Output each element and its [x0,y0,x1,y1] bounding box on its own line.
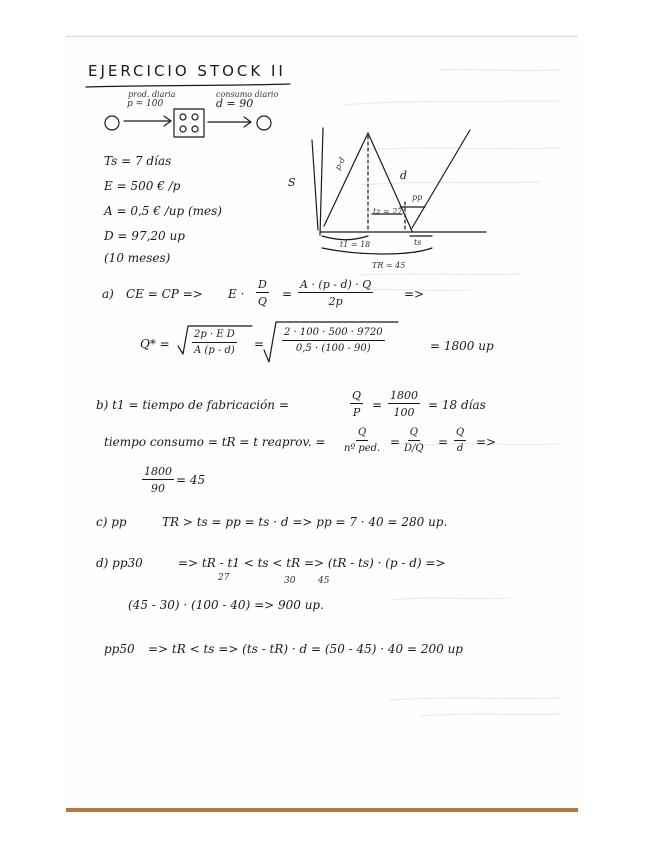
part-b-consumption-line: tiempo consumo = tR = t reaprov. = [104,435,326,449]
frac-denominator: P [352,406,361,419]
q-star-label: Q* = [140,337,170,351]
frac-denominator: d [456,443,464,454]
part-b-frac-q-p [350,390,363,418]
graph-t1-label: t1 = 18 [340,240,371,249]
part-a-arrow: => [404,287,425,301]
frac-numerator: 1800 [144,465,172,478]
frac-denominator: Q [257,295,267,308]
part-d-sub-30: 30 [284,576,296,586]
graph-p-minus-d: p-d [333,155,347,172]
frac-numerator: 1800 [390,389,418,402]
sqrt2-fraction [282,328,385,354]
data-line-e: E = 500 € /p [104,179,181,193]
daily-consumption-note: consumo diario [216,90,279,99]
frac-numerator: A · (p - d) · Q [300,278,372,291]
data-line-a: A = 0,5 € /up (mes) [104,204,222,218]
data-line-d: D = 97,20 up [104,229,185,243]
part-d-label: d) pp30 [96,556,143,570]
part-a-lhs: CE = CP => [126,287,203,301]
part-d-condition: => tR - t1 < ts < tR => (tR - ts) · (p - d) => [178,556,446,570]
graph-pp-label: pp [412,193,423,202]
part-b-frac-1800-90 [142,466,174,494]
q-star-result: = 1800 up [430,339,494,353]
part-b-frac-q-d [454,428,466,454]
frac-denominator: A (p - d) [194,345,235,356]
part-a-equals: = [282,287,293,301]
part-b-frac-q-dq [404,428,424,454]
part-a-e-dot: E · [228,287,245,301]
part-d-pp50-label: pp50 [104,642,135,656]
data-line-ts: Ts = 7 días [104,154,172,168]
part-c-label: c) pp [96,515,127,529]
consumption-rate: d = 90 [216,97,254,110]
graph-tz-label: tz = 27 [373,207,403,216]
graph-s-label: S [288,176,296,189]
graph-d-label: d [400,169,408,182]
daily-production-note: prod. diaria [128,90,176,99]
part-b-frac-1800-100 [388,390,420,418]
part-a-label: a) [102,287,114,301]
part-c-formula: TR > ts = pp = ts · d => pp = 7 · 40 = 280 up. [162,515,448,529]
frac-numerator: D [258,278,267,291]
data-line-months: (10 meses) [104,251,171,265]
frac-numerator: Q [352,389,362,402]
part-b-equals-2: = [390,435,401,449]
part-d-pp50-formula: => tR < ts => (ts - tR) · d = (50 - 45) · 40 = 200 up [148,642,463,656]
part-b-result-2: = 45 [176,473,206,487]
part-a-equals-2: = [254,337,265,351]
part-b-equals-1: = [372,398,383,412]
frac-numerator: Q [356,428,368,441]
frac-denominator: 2p [328,295,343,308]
part-b-frac-q-orders [344,428,380,454]
frac-denominator: nº ped. [344,443,381,454]
part-d-sub-45: 45 [318,576,330,586]
part-b-arrow: => [476,435,497,449]
production-rate: p = 100 [127,99,164,109]
part-d-result-30: (45 - 30) · (100 - 40) => 900 up. [128,598,324,612]
frac-numerator: 2 · 100 · 500 · 9720 [282,328,385,341]
frac-denominator: D/Q [404,443,424,454]
frac-numerator: Q [408,428,420,441]
frac-denominator: 100 [393,406,415,419]
part-d-sub-27: 27 [218,573,230,583]
graph-tr-label: TR = 45 [372,261,406,270]
part-b-equals-3: = [438,435,449,449]
frac-numerator: 2p · E D [192,330,237,343]
frac-denominator: 0,5 · (100 - 90) [295,343,371,354]
part-b-t1-line: b) t1 = tiempo de fabricación = [96,398,289,412]
graph-ts-label: ts [414,238,422,247]
page-title: EJERCICIO STOCK II [88,62,286,80]
frac-numerator: Q [454,428,466,441]
sqrt1-fraction [192,330,237,356]
part-b-result-1: = 18 días [428,398,486,412]
frac-denominator: 90 [151,482,165,495]
